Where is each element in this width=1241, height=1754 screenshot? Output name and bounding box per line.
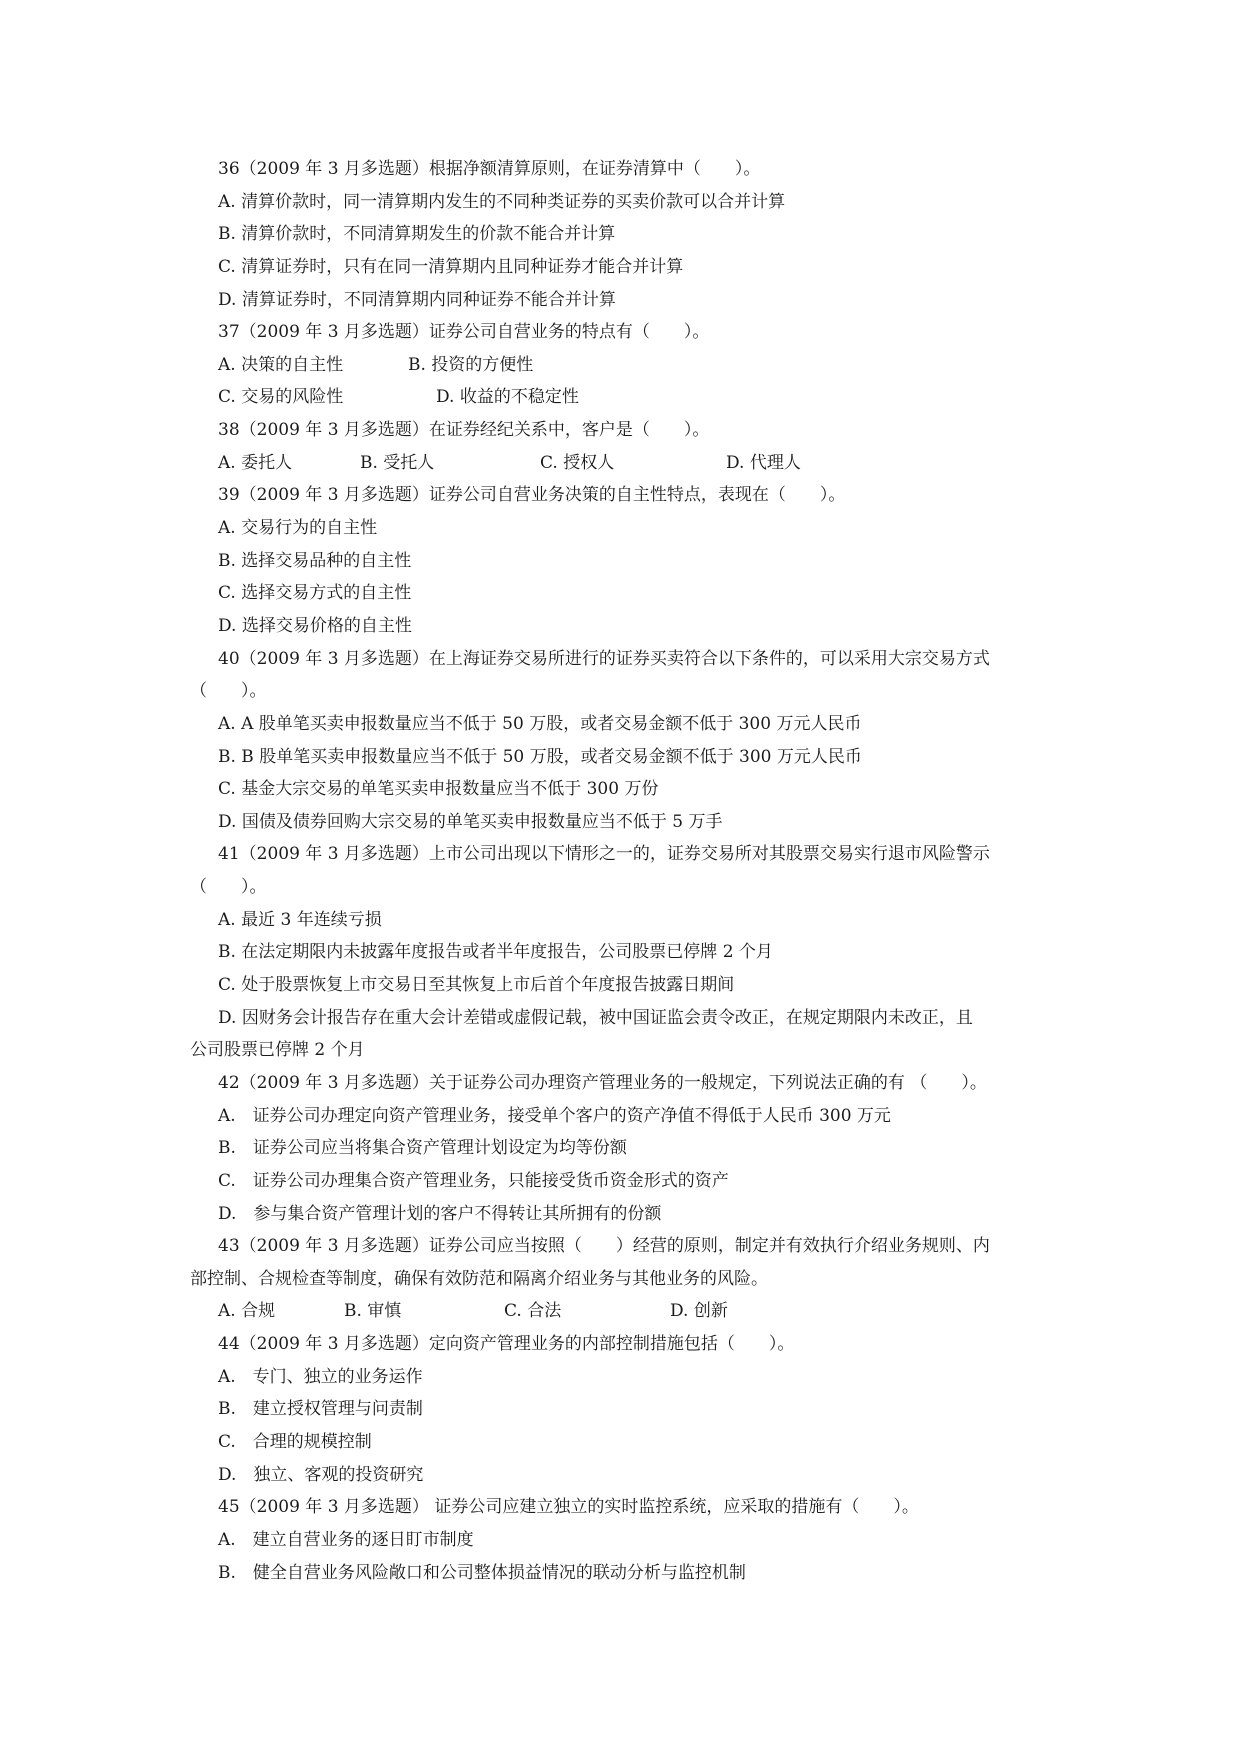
option-b: B. 建立授权管理与问责制 xyxy=(218,1399,423,1420)
option-c: C. 清算证券时，只有在同一清算期内且同种证券才能合并计算 xyxy=(218,256,684,277)
question-42 xyxy=(190,1067,1060,1230)
question-36 xyxy=(190,153,1060,316)
option-d: D. 选择交易价格的自主性 xyxy=(218,615,412,636)
question-stem: 40（2009 年 3 月多选题）在上海证券交易所进行的证券买卖符合以下条件的，可以采用大宗交易方式 xyxy=(218,648,990,669)
option-b: B. 投资的方便性 xyxy=(408,354,534,375)
option-d: D. 因财务会计报告存在重大会计差错或虚假记载，被中国证监会责令改正，在规定期限内未改正，且 xyxy=(218,1007,973,1028)
question-stem: 45（2009 年 3 月多选题） 证券公司应建立独立的实时监控系统，应采取的措施有（ ）。 xyxy=(218,1497,919,1518)
question-stem: 37（2009 年 3 月多选题）证券公司自营业务的特点有（ ）。 xyxy=(218,322,710,343)
question-stem-continued: （ ）。 xyxy=(190,681,267,702)
option-d: D. 独立、客观的投资研究 xyxy=(218,1464,424,1485)
option-d: D. 收益的不稳定性 xyxy=(436,387,579,408)
question-43 xyxy=(190,1230,1060,1328)
option-a: A. 交易行为的自主性 xyxy=(218,518,378,539)
question-stem-continued: 部控制、合规检查等制度，确保有效防范和隔离介绍业务与其他业务的风险。 xyxy=(190,1268,768,1289)
question-40 xyxy=(190,643,1060,839)
option-b: B. 清算价款时，不同清算期发生的价款不能合并计算 xyxy=(218,224,616,245)
option-a: A. 最近 3 年连续亏损 xyxy=(218,909,382,930)
option-a: A. 委托人 xyxy=(218,452,293,473)
option-b: B. 健全自营业务风险敞口和公司整体损益情况的联动分析与监控机制 xyxy=(218,1562,746,1583)
option-a: A. 专门、独立的业务运作 xyxy=(218,1366,423,1387)
question-stem-continued: （ ）。 xyxy=(190,877,267,898)
option-b: B. B 股单笔买卖申报数量应当不低于 50 万股，或者交易金额不低于 300 万元人民币 xyxy=(218,746,862,767)
option-c: C. 基金大宗交易的单笔买卖申报数量应当不低于 300 万份 xyxy=(218,779,659,800)
option-d: D. 参与集合资产管理计划的客户不得转让其所拥有的份额 xyxy=(218,1203,662,1224)
question-44 xyxy=(190,1328,1060,1491)
question-39 xyxy=(190,479,1060,642)
option-d: D. 代理人 xyxy=(726,452,801,473)
option-d: D. 创新 xyxy=(670,1301,728,1322)
option-row xyxy=(190,349,1060,382)
question-stem: 36（2009 年 3 月多选题）根据净额清算原则，在证券清算中（ ）。 xyxy=(218,159,761,179)
option-a: A. 建立自营业务的逐日盯市制度 xyxy=(218,1529,474,1550)
option-b: B. 受托人 xyxy=(360,452,435,473)
question-stem: 43（2009 年 3 月多选题）证券公司应当按照（ ）经营的原则，制定并有效执行介绍业务规则、内 xyxy=(218,1236,990,1257)
question-45 xyxy=(190,1491,1060,1589)
option-c: C. 合法 xyxy=(504,1301,562,1322)
option-a: A. A 股单笔买卖申报数量应当不低于 50 万股，或者交易金额不低于 300 万元人民币 xyxy=(218,713,862,734)
option-c: C. 处于股票恢复上市交易日至其恢复上市后首个年度报告披露日期间 xyxy=(218,975,735,996)
option-row xyxy=(190,447,1060,480)
option-d: D. 清算证券时，不同清算期内同种证券不能合并计算 xyxy=(218,289,616,310)
question-stem: 41（2009 年 3 月多选题）上市公司出现以下情形之一的，证券交易所对其股票交易实行退市风险警示 xyxy=(218,844,990,865)
option-c: C. 证券公司办理集合资产管理业务，只能接受货币资金形式的资产 xyxy=(218,1170,729,1191)
option-a: A. 决策的自主性 xyxy=(218,354,344,375)
question-38 xyxy=(190,414,1060,479)
question-stem: 42（2009 年 3 月多选题）关于证券公司办理资产管理业务的一般规定，下列说法正确的有 （ ）。 xyxy=(218,1072,987,1093)
option-b: B. 选择交易品种的自主性 xyxy=(218,550,412,571)
question-stem: 44（2009 年 3 月多选题）定向资产管理业务的内部控制措施包括（ ）。 xyxy=(218,1334,795,1355)
option-b: B. 证券公司应当将集合资产管理计划设定为均等份额 xyxy=(218,1138,627,1159)
question-37 xyxy=(190,316,1060,414)
option-b: B. 审慎 xyxy=(344,1301,402,1322)
option-b: B. 在法定期限内未披露年度报告或者半年度报告，公司股票已停牌 2 个月 xyxy=(218,942,773,963)
option-row xyxy=(190,381,1060,414)
option-a: A. 清算价款时，同一清算期内发生的不同种类证券的买卖价款可以合并计算 xyxy=(218,191,786,212)
option-d: D. 国债及债券回购大宗交易的单笔买卖申报数量应当不低于 5 万手 xyxy=(218,811,723,832)
option-c: C. 合理的规模控制 xyxy=(218,1431,372,1452)
option-a: A. 证券公司办理定向资产管理业务，接受单个客户的资产净值不得低于人民币 300 万元 xyxy=(218,1105,891,1126)
question-41 xyxy=(190,838,1060,1066)
question-stem: 38（2009 年 3 月多选题）在证券经纪关系中，客户是（ ）。 xyxy=(218,420,710,441)
question-stem: 39（2009 年 3 月多选题）证券公司自营业务决策的自主性特点，表现在（ ）。 xyxy=(218,485,846,506)
option-a: A. 合规 xyxy=(218,1301,276,1322)
option-d-continued: 公司股票已停牌 2 个月 xyxy=(190,1040,365,1061)
option-row xyxy=(190,1295,1060,1328)
option-c: C. 交易的风险性 xyxy=(218,387,344,408)
option-c: C. 授权人 xyxy=(540,452,615,473)
question-list xyxy=(190,153,1060,1589)
option-c: C. 选择交易方式的自主性 xyxy=(218,583,412,604)
